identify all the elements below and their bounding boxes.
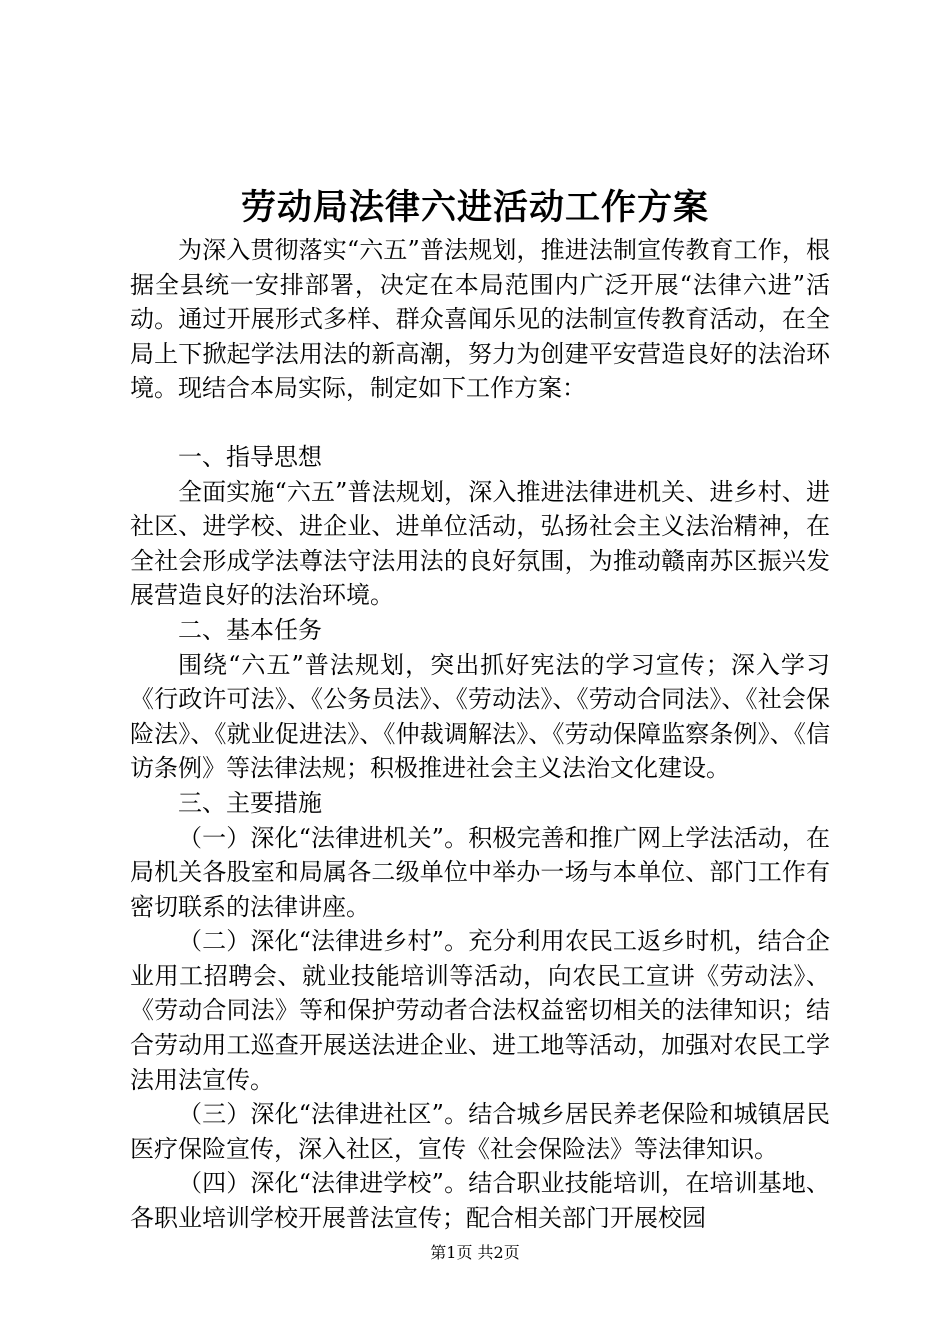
section-heading-main-measures: 三、主要措施 <box>178 788 322 817</box>
section-heading-basic-tasks: 二、基本任务 <box>178 615 322 644</box>
document-body <box>130 233 830 1236</box>
section-heading-guiding-thought: 一、指导思想 <box>178 442 322 471</box>
intro-paragraph: 为深入贯彻落实“六五”普法规划，推进法制宣传教育工作，根据全县统一安排部署，决定在本局范围内广泛开展“法律六进”活动。通过开展形式多样、群众喜闻乐见的法制宣传教育活动，在全局上下掀起学法用法的新高潮，努力为创建平安营造良好的法治环境。现结合本局实际，制定如下工作方案： <box>130 236 830 403</box>
measure-paragraph-organs: （一）深化“法律进机关”。积极完善和推广网上学法活动，在局机关各股室和局属各二级单位中举办一场与本单位、部门工作有密切联系的法律讲座。 <box>130 823 830 921</box>
document-title: 劳动局法律六进活动工作方案 <box>240 187 709 228</box>
section-paragraph-guiding-thought: 全面实施“六五”普法规划，深入推进法律进机关、进乡村、进社区、进学校、进企业、进单位活动，弘扬社会主义法治精神，在全社会形成学法尊法守法用法的良好氛围，为推动赣南苏区振兴发展营造良好的法治环境。 <box>130 477 830 610</box>
measure-paragraph-schools: （四）深化“法律进学校”。结合职业技能培训，在培训基地、各职业培训学校开展普法宣传；配合相关部门开展校园 <box>130 1169 830 1233</box>
section-paragraph-basic-tasks: 围绕“六五”普法规划，突出抓好宪法的学习宣传；深入学习《行政许可法》、《公务员法》、《劳动法》、《劳动合同法》、《社会保险法》、《就业促进法》、《仲裁调解法》、《劳动保障监察条例》、《信访条例》等法律法规；积极推进社会主义法治文化建设。 <box>130 650 830 783</box>
measure-paragraph-villages: （二）深化“法律进乡村”。充分利用农民工返乡时机，结合企业用工招聘会、就业技能培训等活动，向农民工宣讲《劳动法》、《劳动合同法》等和保护劳动者合法权益密切相关的法律知识；结合劳动用工巡查开展送法进企业、进工地等活动，加强对农民工学法用法宣传。 <box>130 927 830 1094</box>
page-number-footer: 第1页 共2页 <box>430 1243 520 1262</box>
measure-paragraph-communities: （三）深化“法律进社区”。结合城乡居民养老保险和城镇居民医疗保险宣传，深入社区，宣传《社会保险法》等法律知识。 <box>130 1100 830 1163</box>
